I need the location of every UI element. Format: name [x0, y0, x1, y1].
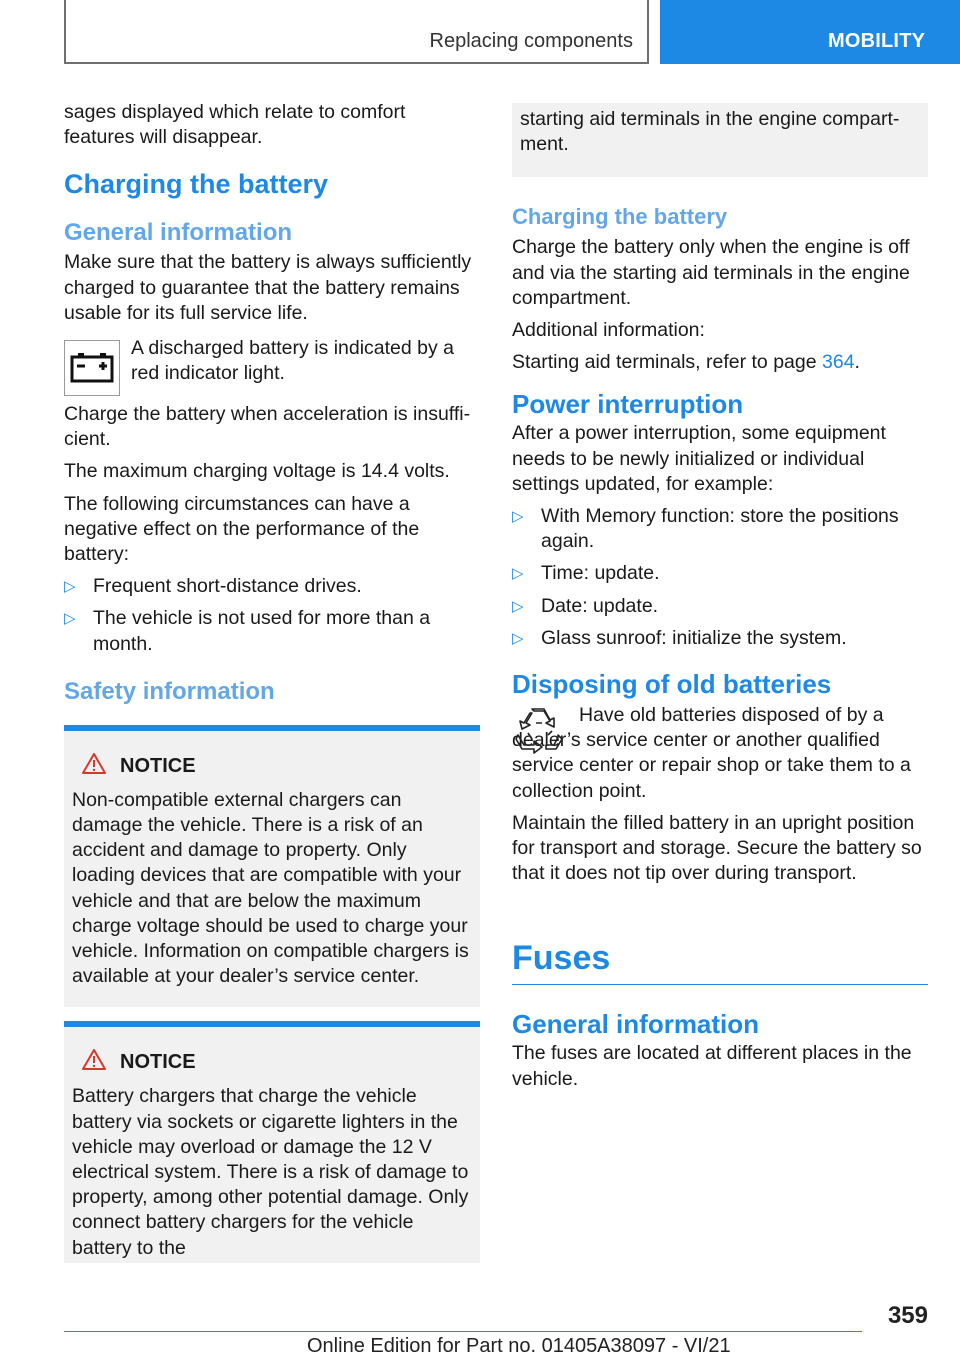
- bullet-triangle-icon: ▷: [64, 578, 76, 596]
- charge-when-text: Charge the battery when acceleration is insufficient.: [64, 403, 471, 451]
- notice-continued-text: starting aid terminals in the engine compartment.: [520, 108, 900, 156]
- header-section-box: [64, 0, 649, 64]
- right-column: [512, 103, 928, 1099]
- notice-label: NOTICE: [120, 1051, 196, 1074]
- power-list: [512, 504, 928, 651]
- starting-aid-ref: Starting aid terminals, refer to page 364.: [512, 351, 860, 374]
- notice-box-1: [64, 725, 480, 1008]
- notice-label: NOTICE: [120, 754, 196, 777]
- left-column: [64, 100, 480, 1263]
- charging-heading: Charging the battery: [64, 169, 329, 200]
- chapter-tab-label: MOBILITY: [828, 30, 926, 52]
- power-interruption-text: After a power interruption, some equipment needs to be newly initialized or individual settings updated, for example:: [512, 422, 886, 495]
- charging-text: Charge the battery only when the engine is off and via the starting aid terminals in the engine compartment.: [512, 236, 910, 309]
- indicator-row: [64, 336, 480, 392]
- notice-header: [72, 753, 472, 780]
- notice-text: Non-compatible external chargers can damage the vehicle. There is a risk of an accident and damage to property. Only loading devices that are compatible with your vehicle and that are below the maximum charge voltage should be used to charge your vehicle. Information on compatible chargers is available at your dealer’s service center.: [72, 788, 469, 988]
- bullet-triangle-icon: ▷: [64, 610, 76, 628]
- safety-heading: Safety information: [64, 677, 275, 705]
- max-voltage-text: The maximum charging voltage is 14.4 volts.: [64, 460, 450, 483]
- additional-info-label: Additional information:: [512, 319, 705, 342]
- notice-text: Battery chargers that charge the vehicle battery via sockets or cigarette lighters in the vehicle may overload or damage the 12 V electrical system. There is a risk of damage to property, among other potential damage. Only connect battery chargers for the vehicle battery to the: [72, 1085, 469, 1259]
- list-item: ▷ Frequent short-distance drives.: [64, 574, 480, 599]
- circumstances-list: [64, 574, 480, 657]
- maintain-text: Maintain the filled battery in an upright position for transport and storage. Secure the battery so that it does not tip over during transport.: [512, 811, 922, 885]
- circumstances-text: The following circumstances can have a negative effect on the performance of the battery:: [64, 492, 420, 566]
- warning-triangle-icon: [82, 753, 106, 780]
- disposing-text: Have old batteries disposed of by a dealer’s service center or another qualified service center or repair shop or take them to a collection point.: [512, 704, 911, 802]
- list-item: ▷ With Memory function: store the positions again.: [512, 505, 899, 553]
- battery-indicator-icon: [64, 340, 120, 396]
- page-reference-link[interactable]: 364: [822, 351, 855, 374]
- list-item: ▷ The vehicle is not used for more than a month.: [64, 607, 431, 655]
- list-item: ▷ Time: update.: [512, 561, 928, 586]
- recycle-icon: [512, 705, 566, 764]
- charging-heading-right: Charging the battery: [512, 204, 728, 230]
- power-interruption-heading: Power interruption: [512, 389, 744, 420]
- footer-rule: [64, 1331, 862, 1332]
- fuses-text: The fuses are located at different places in the vehicle.: [512, 1042, 912, 1090]
- bullet-triangle-icon: ▷: [512, 508, 524, 526]
- fuses-heading-block: [512, 938, 928, 985]
- disposing-heading: Disposing of old batteries: [512, 669, 832, 700]
- bullet-triangle-icon: ▷: [512, 565, 524, 583]
- bullet-triangle-icon: ▷: [512, 629, 524, 647]
- fuses-heading: Fuses: [512, 939, 611, 978]
- warning-triangle-icon: [82, 1049, 106, 1076]
- page-number: 359: [887, 1302, 928, 1329]
- list-item: ▷ Glass sunroof: initialize the system.: [512, 626, 928, 651]
- fuses-general-heading: General information: [512, 1009, 760, 1040]
- disposing-row: [512, 703, 928, 804]
- section-title: Replacing components: [429, 30, 633, 52]
- notice-header: [72, 1049, 472, 1076]
- notice-box-2: [64, 1021, 480, 1262]
- intro-text: sages displayed which relate to comfort features will disappear.: [64, 101, 406, 149]
- indicator-text: A discharged battery is indicated by a red indicator light.: [131, 337, 455, 385]
- notice-continuation-box: [512, 103, 928, 177]
- edition-text: Online Edition for Part no. 01405A38097 - VI/21: [307, 1335, 731, 1357]
- general-info-heading: General information: [64, 219, 293, 247]
- list-item: ▷ Date: update.: [512, 594, 928, 619]
- chapter-tab[interactable]: [660, 0, 960, 64]
- bullet-triangle-icon: ▷: [512, 597, 524, 615]
- general-info-text: Make sure that the battery is always sufficiently charged to guarantee that the battery remains usable for its full service life.: [64, 251, 472, 324]
